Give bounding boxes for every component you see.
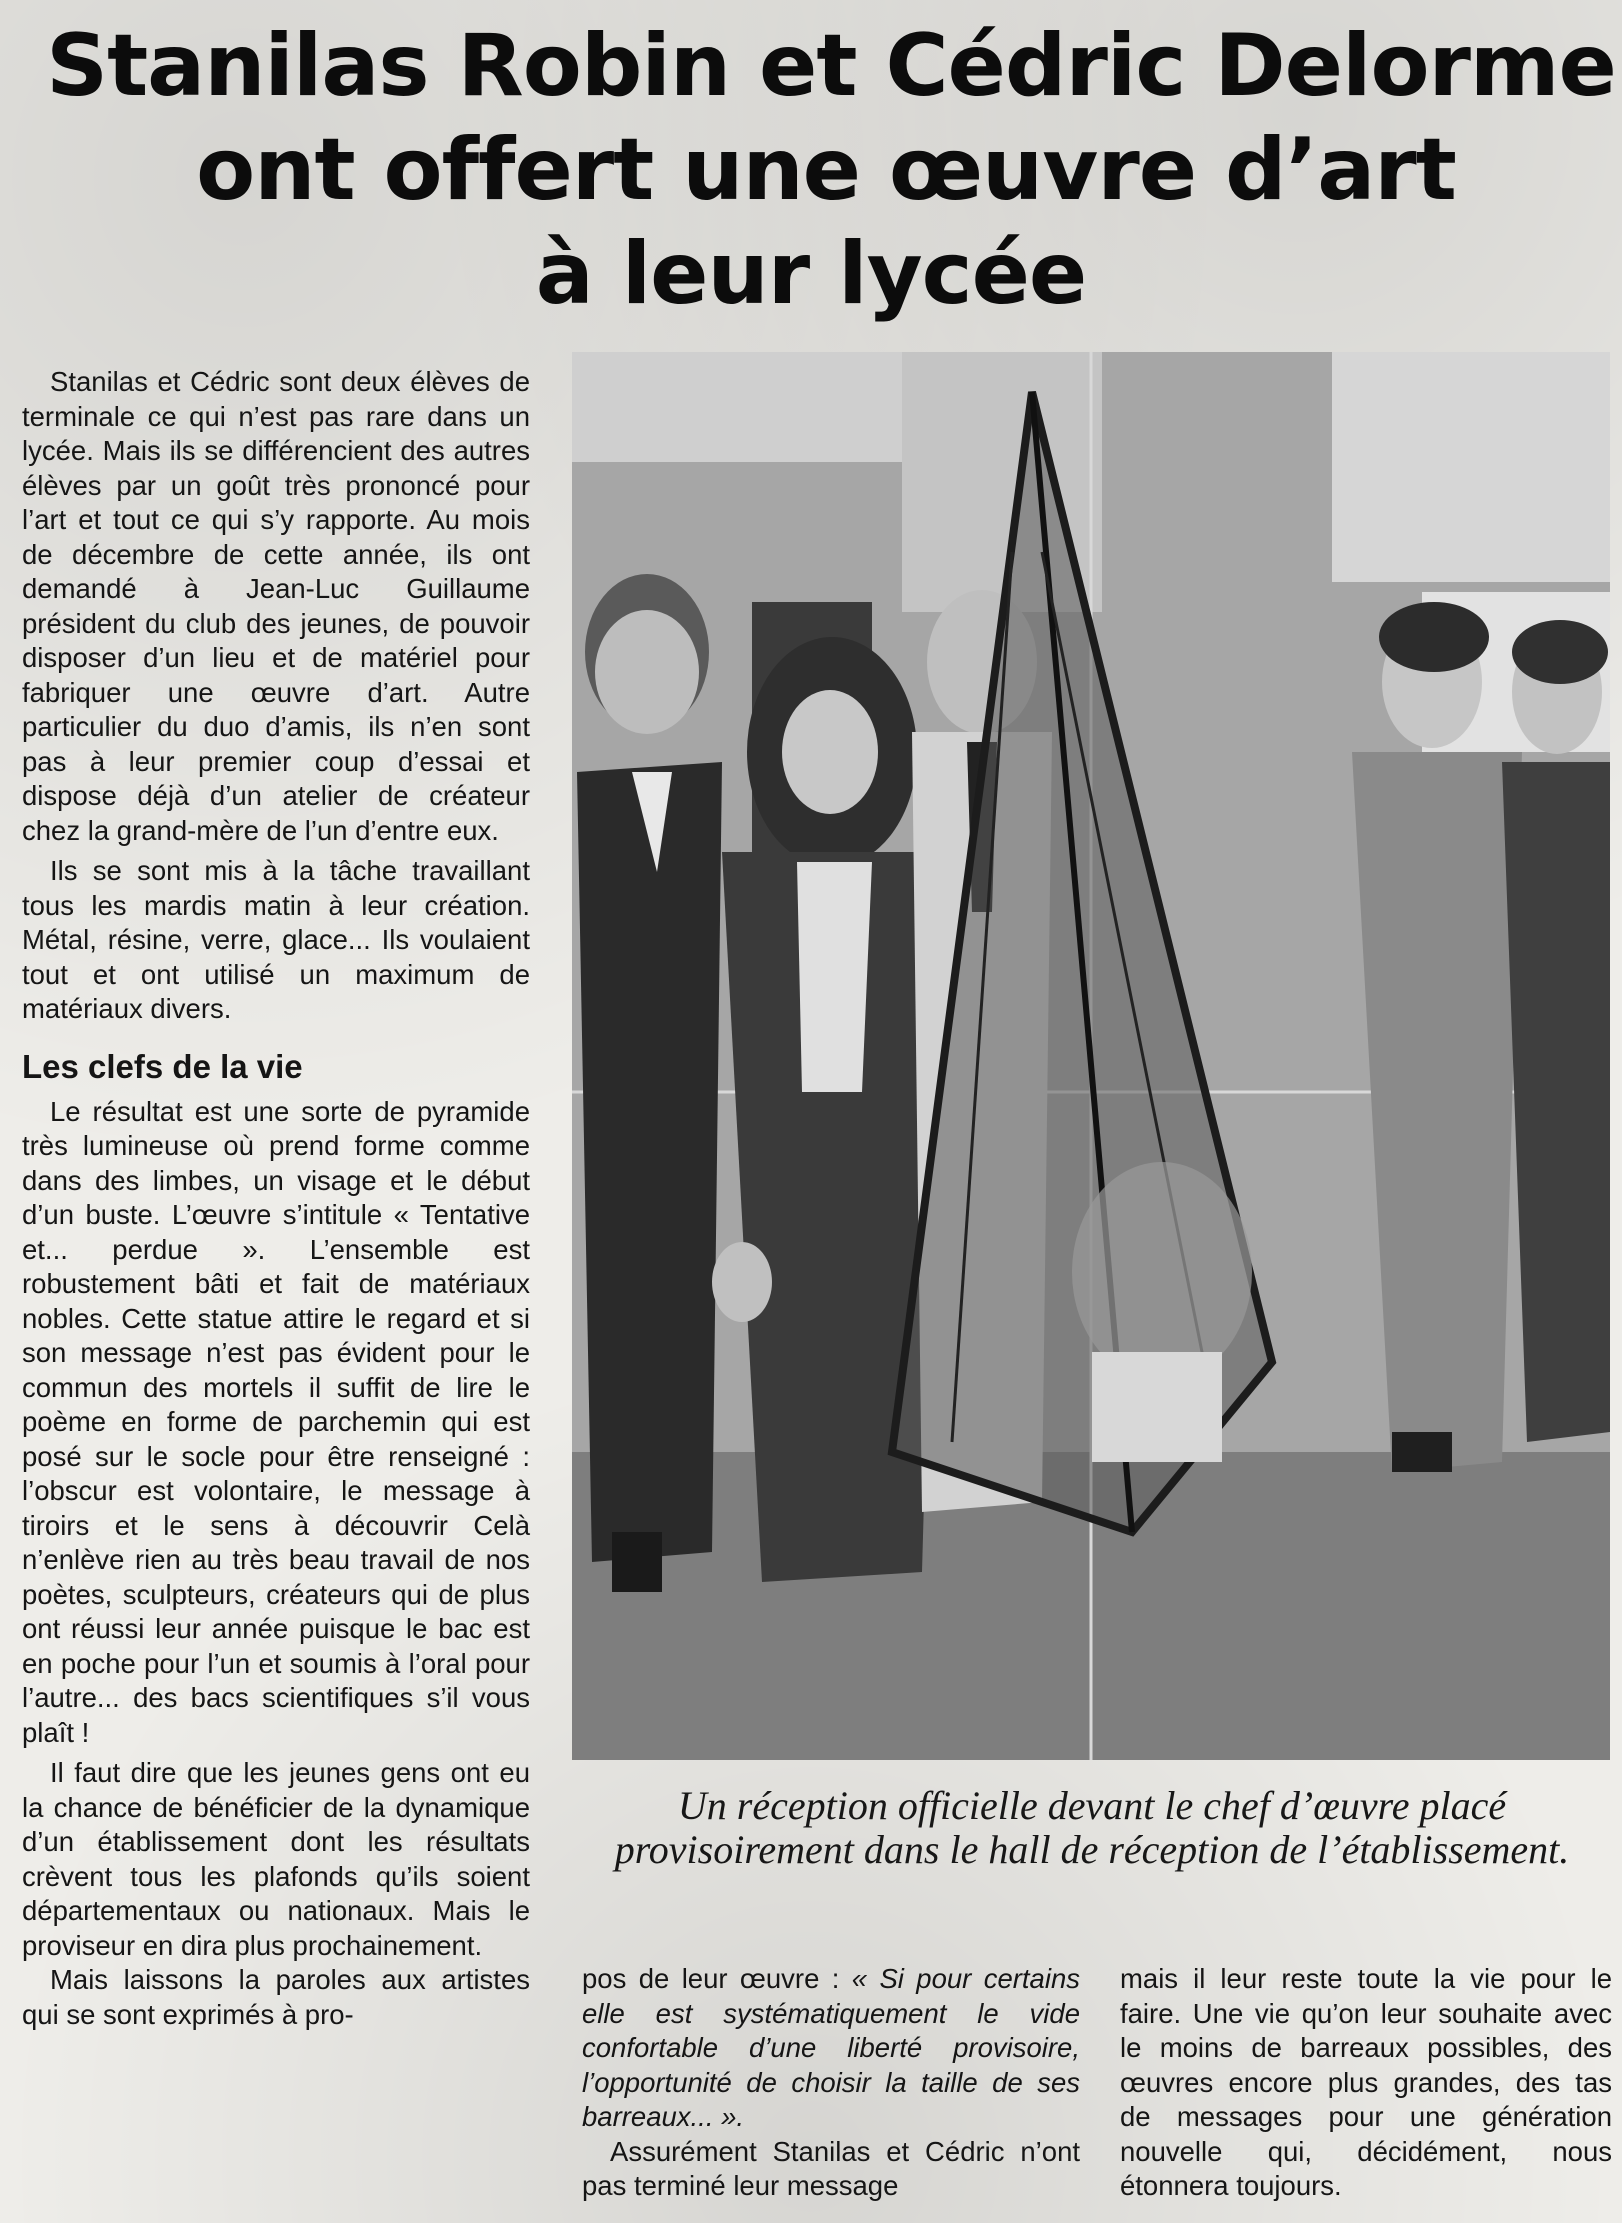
paragraph-work: Ils se sont mis à la tâche travaillant tous les mardis matin à leur création. Métal, résine, verre, glace... Ils voulaient tout et ont utilisé un maximum de matériaux divers. <box>22 855 530 1024</box>
right-column <box>1120 1962 1612 2204</box>
left-column <box>22 365 530 2032</box>
photo-illustration <box>572 352 1610 1760</box>
paragraph-conclusion: mais il leur reste toute la vie pour le faire. Une vie qu’on leur souhaite avec le moins de barreaux possibles, des œuvres encore plus grandes, des tas de messages pour une génération nouvelle qui, décidément, nous étonnera toujours. <box>1120 1963 1612 2201</box>
middle-column <box>582 1962 1080 2204</box>
photo-caption: Un réception officielle devant le chef d’œuvre placé provisoirement dans le hall de réception de l’établissement. <box>614 1783 1570 1872</box>
quote-text: « Si pour certains elle est systématiquement le vide confortable d’une liberté provisoire, l’opportunité de choisir la taille de ses barreaux... ». <box>582 1963 1080 2132</box>
subheading: Les clefs de la vie <box>22 1047 303 1085</box>
paragraph-establishment: Il faut dire que les jeunes gens ont eu la chance de bénéficier de la dynamique d’un établissement dont les résultats crèvent tous les plafonds qu’ils soient départementaux ou nationaux. Mais le proviseur en dira plus prochainement. <box>22 1757 530 1961</box>
quote-lead: pos de leur œuvre : <box>582 1963 852 1994</box>
paragraph-artists: Mais laissons la paroles aux artistes qui se sont exprimés à pro- <box>22 1964 530 2030</box>
headline-line-2: ont offert une œuvre d’art <box>196 120 1456 220</box>
paragraph-message: Assurément Stanilas et Cédric n’ont pas terminé leur message <box>582 2135 1080 2201</box>
paragraph-result: Le résultat est une sorte de pyramide très lumineuse où prend forme comme dans des limbes, un visage et le début d’un buste. L’œuvre s’intitule « Tentative et... perdue ». L’ensemble est robustement bâti et fait de matériaux nobles. Cette statue attire le regard et si son message n’est pas évident pour le commun des mortels il suffit de lire le poème en forme de parchemin qui est posé sur le socle pour être renseigné : l’obscur est volontaire, le message à tiroirs et le sens à découvrir Celà n’enlève rien au très beau travail de nos poètes, sculpteurs, créateurs qui de plus ont réussi leur année puisque le bac est en poche pour l’un et soumis à l’oral pour l’autre... des bacs scientifiques s’il vous plaît ! <box>22 1095 530 1748</box>
headline-line-3: à leur lycée <box>535 224 1087 324</box>
headline <box>0 14 1622 326</box>
headline-line-1: Stanilas Robin et Cédric Delorme <box>46 16 1616 116</box>
paragraph-intro: Stanilas et Cédric sont deux élèves de terminale ce qui n’est pas rare dans un lycée. Mais ils se différencient des autres élèves par un goût très prononcé pour l’art et tout ce qui s’y rapporte. Au mois de décembre de cette année, ils ont demandé à Jean-Luc Guillaume président du club des jeunes, de pouvoir disposer d’un lieu et de matériel pour fabriquer une œuvre d’art. Autre particulier du duo d’amis, ils n’en sont pas à leur premier coup d’essai et dispose déjà d’un atelier de créateur chez la grand-mère de l’un d’entre eux. <box>22 366 530 846</box>
news-photo <box>572 352 1610 1760</box>
paragraph-quote <box>582 1962 1080 2135</box>
